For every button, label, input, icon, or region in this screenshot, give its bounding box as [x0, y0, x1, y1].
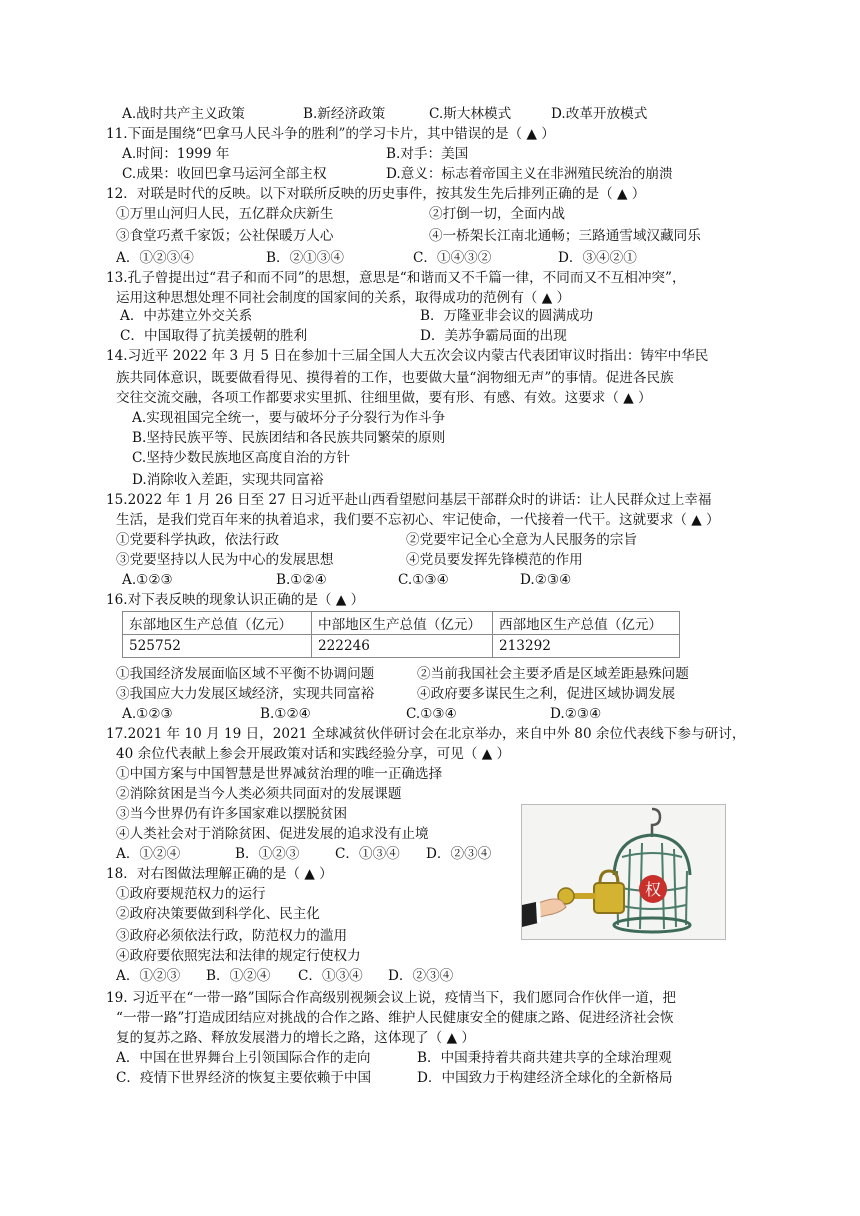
table-header-west: 西部地区生产总值（亿元）: [493, 612, 680, 635]
q19-stem-line2: “一带一路”打造成团结应对挑战的合作之路、维护人民健康安全的健康之路、促进经济社会恢: [116, 1010, 674, 1026]
q18-option-c: C．①③④: [298, 968, 363, 984]
q15-item-2: ②党要牢记全心全意为人民服务的宗旨: [406, 532, 638, 548]
q16-option-a: A.①②③: [122, 706, 173, 722]
q19-option-a: A．中国在世界舞台上引领国际合作的走向: [116, 1050, 371, 1066]
q19-option-b: B．中国秉持着共商共建共享的全球治理观: [417, 1050, 672, 1066]
q17-option-d: D．②③④: [426, 846, 492, 862]
q17-item-3: ③当今世界仍有许多国家难以摆脱贫困: [116, 806, 348, 822]
q12-stem: 12．对联是时代的反映。以下对联所反映的历史事件，按其发生先后排列正确的是（ ▲ ）: [106, 186, 646, 202]
q17-item-4: ④人类社会对于消除贫困、促进发展的追求没有止境: [116, 826, 429, 842]
q14-stem-line2: 族共同体意识，既要做看得见、摸得着的工作，也要做大量“润物细无声”的事情。促进各民族: [116, 370, 674, 386]
q15-item-4: ④党员要发挥先锋模范的作用: [406, 552, 583, 568]
table-header-central: 中部地区生产总值（亿元）: [312, 612, 493, 635]
q10-option-d: D.改革开放模式: [551, 106, 648, 122]
q11-option-d: D.意义：标志着帝国主义在非洲殖民统治的崩溃: [386, 166, 673, 182]
q10-option-c: C.斯大林模式: [429, 106, 512, 122]
table-cell-central: 222246: [312, 635, 493, 658]
q16-option-c: C.①③④: [406, 706, 457, 722]
q17-option-a: A．①②④: [116, 846, 181, 862]
q18-option-b: B．①②④: [206, 968, 271, 984]
q18-item-3: ③政府必须依法行政，防范权力的滥用: [116, 928, 348, 944]
q18-option-a: A．①②③: [116, 968, 181, 984]
q10-option-a: A.战时共产主义政策: [122, 106, 245, 122]
q16-option-d: D.②③④: [550, 706, 602, 722]
q18-option-d: D．②③④: [388, 968, 454, 984]
q17-option-c: C．①③④: [335, 846, 400, 862]
q10-option-b: B.新经济政策: [303, 106, 386, 122]
q12-item-2: ②打倒一切，全面内战: [429, 206, 565, 222]
q17-option-b: B．①②③: [235, 846, 300, 862]
power-cage-figure: [521, 804, 726, 940]
q16-item-1: ①我国经济发展面临区域不平衡不协调问题: [116, 666, 375, 682]
q11-option-c: C.成果：收回巴拿马运河全部主权: [122, 166, 327, 182]
q15-option-d: D.②③④: [520, 572, 572, 588]
q15-item-1: ①党要科学执政，依法行政: [116, 532, 280, 548]
q12-option-d: D．③④②①: [558, 250, 637, 266]
q15-option-b: B.①②④: [276, 572, 327, 588]
seal-char: 权: [644, 880, 662, 899]
q16-option-b: B.①②④: [260, 706, 311, 722]
q14-option-a: A.实现祖国完全统一，要与破坏分子分裂行为作斗争: [132, 410, 446, 426]
q19-option-c: C．疫情下世界经济的恢复主要依赖于中国: [116, 1070, 372, 1086]
q19-option-d: D．中国致力于构建经济全球化的全新格局: [417, 1070, 673, 1086]
q16-item-3: ③我国应大力发展区域经济，实现共同富裕: [116, 686, 375, 702]
q13-option-c: C．中国取得了抗美援朝的胜利: [120, 328, 308, 344]
q17-item-2: ②消除贫困是当今人类必须共同面对的发展课题: [116, 786, 402, 802]
q11-option-a: A.时间：1999 年: [122, 146, 230, 162]
gdp-table: [122, 611, 680, 658]
q12-option-b: B．②①③④: [266, 250, 344, 266]
q19-stem-line1: 19. 习近平在“一带一路”国际合作高级别视频会议上说，疫情当下，我们愿同合作伙伴一道，把: [106, 990, 676, 1006]
q12-item-1: ①万里山河归人民，五亿群众庆新生: [116, 206, 334, 222]
q12-item-4: ④一桥架长江南北通畅；三路通雪域汉藏同乐: [429, 228, 701, 244]
q14-option-c: C.坚持少数民族地区高度自治的方针: [132, 450, 351, 466]
q13-stem-line2: 运用这种思想处理不同社会制度的国家间的关系，取得成功的范例有（ ▲ ）: [116, 290, 571, 306]
table-row: [123, 635, 680, 658]
q15-stem-line2: 生活，是我们党百年来的执着追求，我们要不忘初心、牢记使命，一代接着一代干。这就要求（ ▲ ）: [116, 512, 720, 528]
q16-item-4: ④政府要多谋民生之利，促进区域协调发展: [417, 686, 676, 702]
q11-option-b: B.对手：美国: [386, 146, 469, 162]
cage-lock-illustration: [522, 805, 725, 939]
q16-stem: 16.对下表反映的现象认识正确的是（ ▲ ）: [106, 592, 365, 608]
q12-option-c: C．①④③②: [413, 250, 492, 266]
q14-stem-line1: 14.习近平 2022 年 3 月 5 日在参加十三届全国人大五次会议内蒙古代表团审议时指出：铸牢中华民: [106, 348, 709, 364]
q19-stem-line3: 复的复苏之路、释放发展潜力的增长之路，这体现了（ ▲ ）: [116, 1030, 475, 1046]
q14-option-b: B.坚持民族平等、民族团结和各民族共同繁荣的原则: [132, 430, 446, 446]
q17-stem-line2: 40 余位代表献上参会开展政策对话和实践经验分享，可见（ ▲ ）: [116, 746, 511, 762]
q12-item-3: ③食堂巧煮千家饭；公社保暖万人心: [116, 228, 334, 244]
q15-item-3: ③党要坚持以人民为中心的发展思想: [116, 552, 334, 568]
q13-option-b: B．万隆亚非会议的圆满成功: [420, 308, 594, 324]
q12-option-a: A．①②③④: [116, 250, 194, 266]
q14-stem-line3: 交往交流交融，各项工作都要求实里抓、往细里做，要有形、有感、有效。这要求（ ▲ ）: [116, 390, 652, 406]
q18-item-2: ②政府决策要做到科学化、民主化: [116, 906, 320, 922]
q17-stem-line1: 17.2021 年 10 月 19 日，2021 全球减贫伙伴研讨会在北京举办，来自中外 80 余位代表线下参与研讨，: [106, 726, 746, 742]
q18-stem: 18．对右图做法理解正确的是（ ▲ ）: [106, 866, 333, 882]
q18-item-1: ①政府要规范权力的运行: [116, 886, 266, 902]
q18-item-4: ④政府要依照宪法和法律的规定行使权力: [116, 948, 361, 964]
q14-option-d: D.消除收入差距，实现共同富裕: [132, 472, 324, 488]
q16-item-2: ②当前我国社会主要矛盾是区域差距悬殊问题: [417, 666, 689, 682]
table-cell-west: 213292: [493, 635, 680, 658]
q13-option-d: D．美苏争霸局面的出现: [420, 328, 567, 344]
q13-stem-line1: 13.孔子曾提出过“君子和而不同”的思想，意思是“和谐而又不千篇一律，不同而又不互相冲突”，: [106, 270, 686, 286]
q15-option-a: A.①②③: [122, 572, 173, 588]
q11-stem: 11.下面是围绕“巴拿马人民斗争的胜利”的学习卡片，其中错误的是（ ▲ ）: [106, 126, 555, 142]
table-row: [123, 612, 680, 635]
table-header-east: 东部地区生产总值（亿元）: [123, 612, 312, 635]
q13-option-a: A．中苏建立外交关系: [120, 308, 253, 324]
q15-option-c: C.①③④: [398, 572, 449, 588]
table-cell-east: 525752: [123, 635, 312, 658]
q17-item-1: ①中国方案与中国智慧是世界减贫治理的唯一正确选择: [116, 766, 443, 782]
q15-stem-line1: 15.2022 年 1 月 26 日至 27 日习近平赴山西看望慰问基层干部群众时的讲话：让人民群众过上幸福: [106, 492, 712, 508]
